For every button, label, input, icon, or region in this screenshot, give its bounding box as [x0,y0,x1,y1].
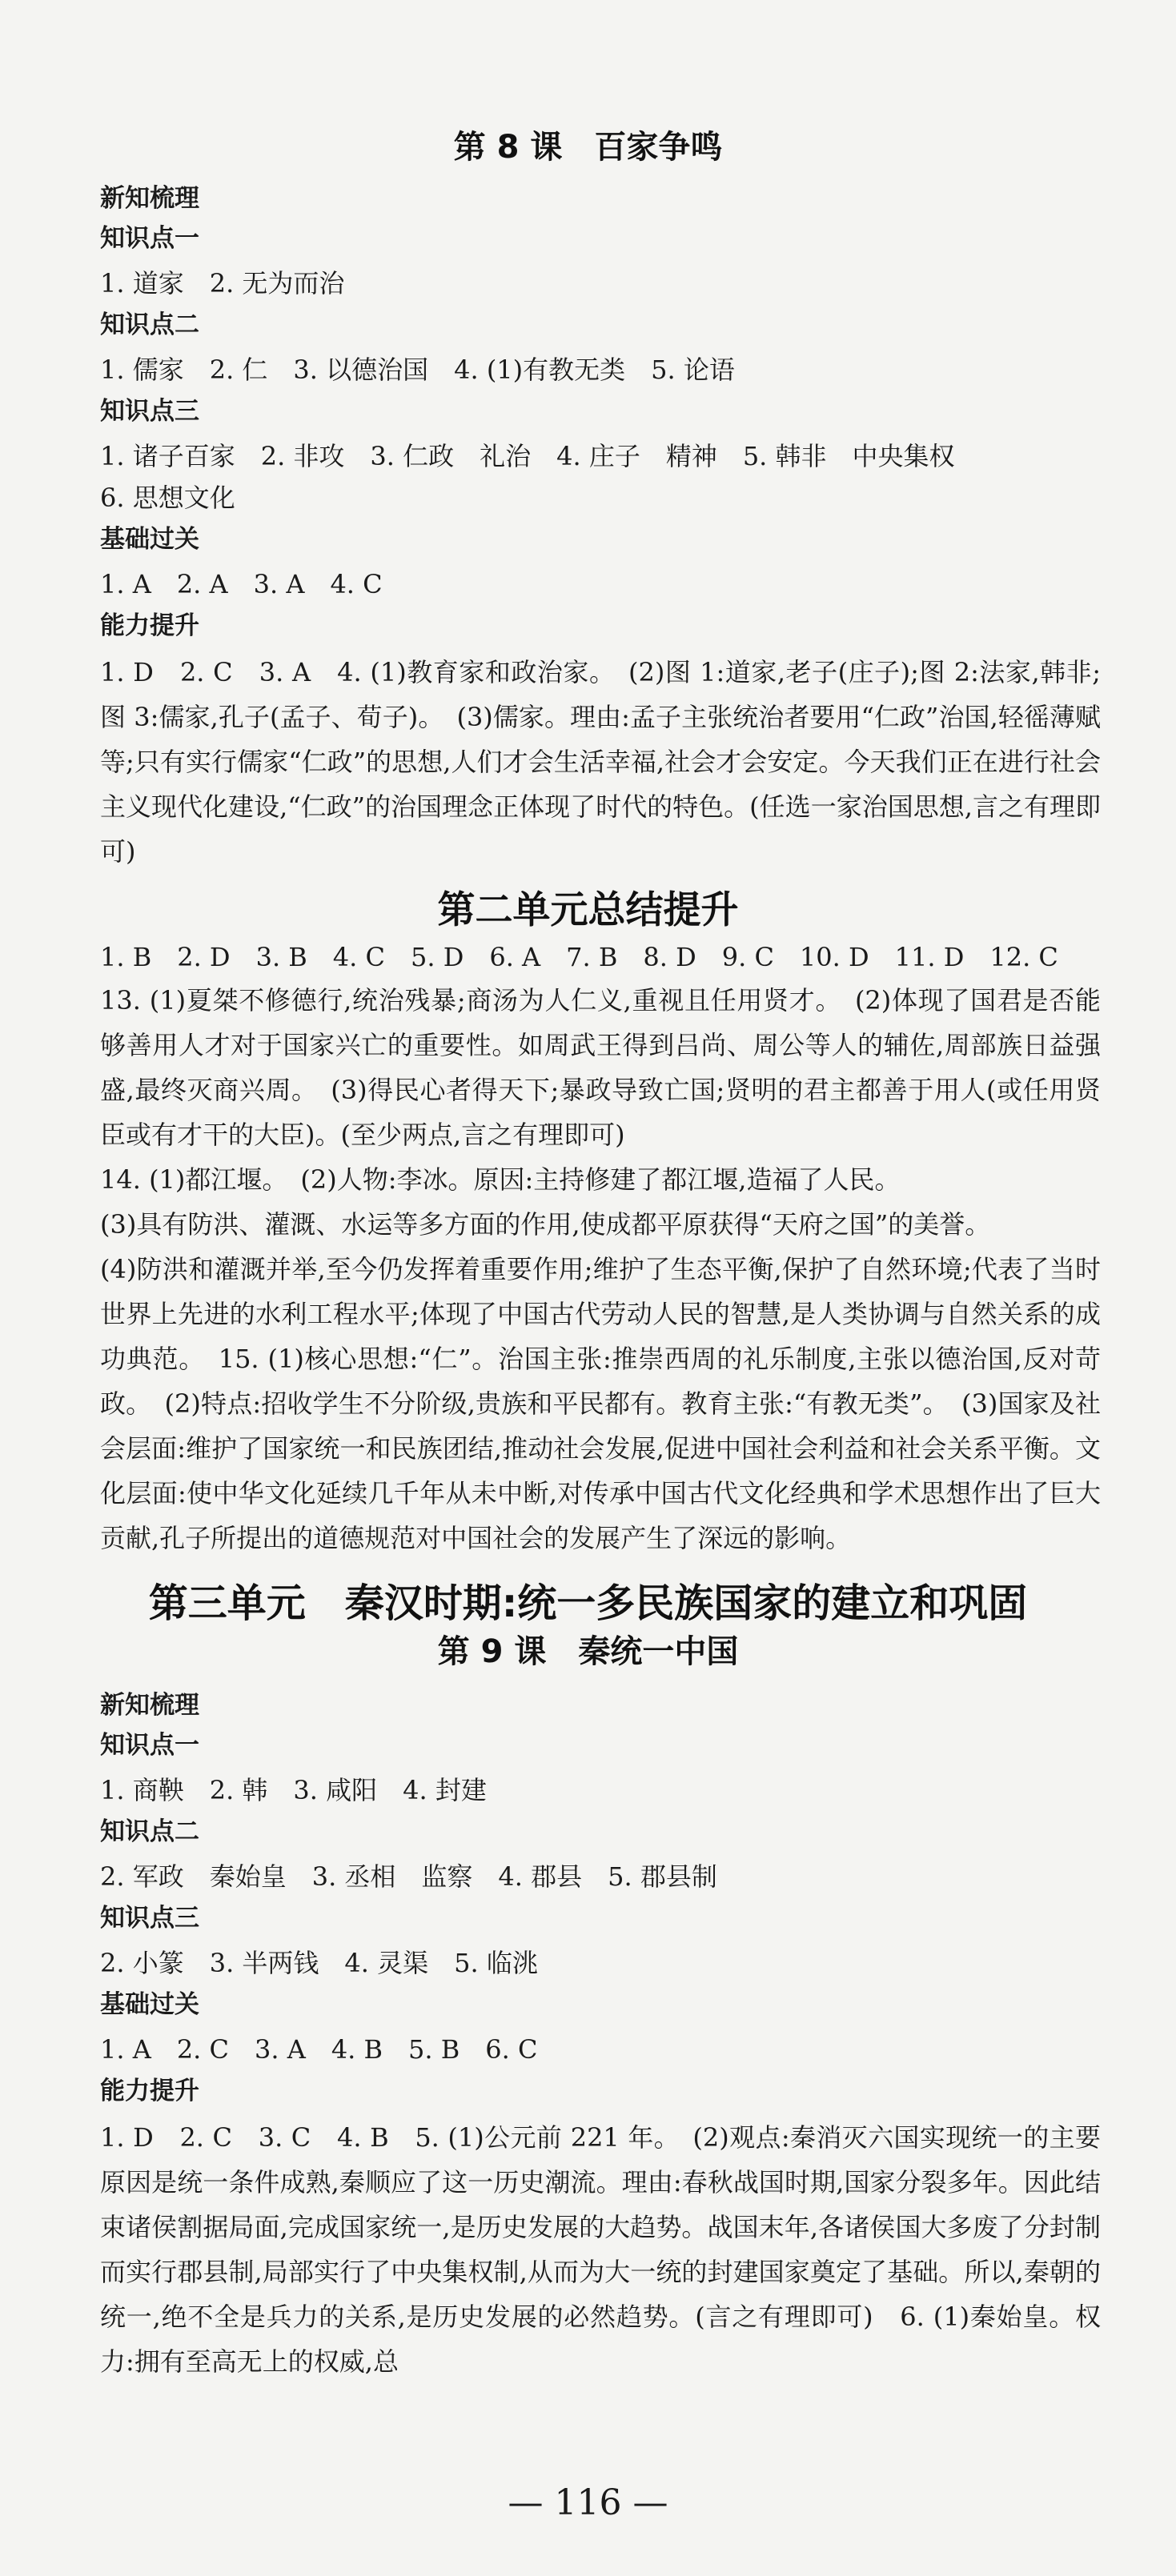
lesson-8-title: 第 8 课 百家争鸣 [453,129,723,166]
answer-line: 1. 道家 2. 无为而治 [100,268,345,298]
heading-basic-practice: 基础过关 [100,525,199,554]
unit-3-title: 第三单元 秦汉时期:统一多民族国家的建立和巩固 [148,1580,1028,1626]
unit-2-summary-title: 第二单元总结提升 [437,888,739,932]
answer-paragraph: 13. (1)夏桀不修德行,统治残暴;商汤为人仁义,重视且任用贤才。 (2)体现了国君是否能够善用人才对于国家兴亡的重要性。如周武王得到吕尚、周公等人的辅佐,周部族日益强盛,最终灭商兴周。 (3)得民心者得天下;暴政导致亡国;贤明的君主都善于用人(或任用贤臣或有才干的大臣)。(至少两点,言之有理即可) [100,985,1101,1150]
heading-knowledge-point-3: 知识点三 [100,397,199,426]
page-number: — 116 — [508,2482,668,2523]
heading-knowledge-point-1: 知识点一 [100,1731,199,1760]
answer-paragraph: 1. D 2. C 3. A 4. (1)教育家和政治家。 (2)图 1:道家,老子(庄子);图 2:法家,韩非;图 3:儒家,孔子(孟子、荀子)。 (3)儒家。理由:孟子主张统治者要用“仁政”治国,轻徭薄赋等;只有实行儒家“仁政”的思想,人们才会生活幸福,社会才会安定。今天我们正在进行社会主义现代化建设,“仁政”的治国理念正体现了时代的特色。(任选一家治国思想,言之有理即可) [100,657,1101,867]
lesson-9-title: 第 9 课 秦统一中国 [437,1633,739,1670]
answer-paragraph: (3)具有防洪、灌溉、水运等多方面的作用,使成都平原获得“天府之国”的美誉。 [100,1209,991,1240]
heading-knowledge-point-3: 知识点三 [100,1904,199,1933]
lesson-9-section [100,1685,1101,2384]
answer-line: 2. 军政 秦始皇 3. 丞相 监察 4. 郡县 5. 郡县制 [100,1861,717,1892]
answer-line: 1. A 2. A 3. A 4. C [100,569,383,599]
heading-knowledge-point-2: 知识点二 [100,1817,199,1846]
answer-paragraph: (4)防洪和灌溉并举,至今仍发挥着重要作用;维护了生态平衡,保护了自然环境;代表了当时世界上先进的水利工程水平;体现了中国古代劳动人民的智慧,是人类协调与自然关系的成功典范。 15. (1)核心思想:“仁”。治国主张:推崇西周的礼乐制度,主张以德治国,反对苛政。 (2)特点:招收学生不分阶级,贵族和平民都有。教育主张:“有教无类”。 (3)国家及社会层面:维护了国家统一和民族团结,推动社会发展,促进中国社会利益和社会关系平衡。文化层面:使中华文化延续几千年从未中断,对传承中国古代文化经典和学术思想作出了巨大贡献,孔子所提出的道德规范对中国社会的发展产生了深远的影响。 [100,1254,1101,1553]
answer-line: 6. 思想文化 [100,483,235,513]
answer-line: 1. 诸子百家 2. 非攻 3. 仁政 礼治 4. 庄子 精神 5. 韩非 中央集权 [100,441,955,471]
answer-line: 1. B 2. D 3. B 4. C 5. D 6. A 7. B 8. D 9. C 10. D 11. D 12. C [100,942,1058,972]
answer-line: 1. A 2. C 3. A 4. B 5. B 6. C [100,2034,538,2065]
answer-line: 1. 商鞅 2. 韩 3. 咸阳 4. 封建 [100,1775,487,1805]
heading-ability-improvement: 能力提升 [100,2077,199,2105]
heading-new-knowledge: 新知梳理 [100,1691,199,1720]
lesson-8-section [100,178,1101,874]
answer-line: 1. 儒家 2. 仁 3. 以德治国 4. (1)有教无类 5. 论语 [100,355,735,385]
answer-line: 2. 小篆 3. 半两钱 4. 灵渠 5. 临洮 [100,1948,538,1978]
answer-paragraph: 1. D 2. C 3. C 4. B 5. (1)公元前 221 年。 (2)观点:秦消灭六国实现统一的主要原因是统一条件成熟,秦顺应了这一历史潮流。理由:春秋战国时期,国家分裂多年。因此结束诸侯割据局面,完成国家统一,是历史发展的大趋势。战国末年,各诸侯国大多废了分封制而实行郡县制,局部实行了中央集权制,从而为大一统的封建国家奠定了基础。所以,秦朝的统一,绝不全是兵力的关系,是历史发展的必然趋势。(言之有理即可) 6. (1)秦始皇。权力:拥有至高无上的权威,总 [100,2122,1101,2377]
heading-knowledge-point-2: 知识点二 [100,310,199,339]
heading-basic-practice: 基础过关 [100,1990,199,2019]
answer-paragraph: 14. (1)都江堰。 (2)人物:李冰。原因:主持修建了都江堰,造福了人民。 [100,1164,901,1195]
unit-2-section [100,936,1101,1560]
heading-new-knowledge: 新知梳理 [100,184,199,213]
heading-knowledge-point-1: 知识点一 [100,224,199,253]
heading-ability-improvement: 能力提升 [100,611,199,640]
